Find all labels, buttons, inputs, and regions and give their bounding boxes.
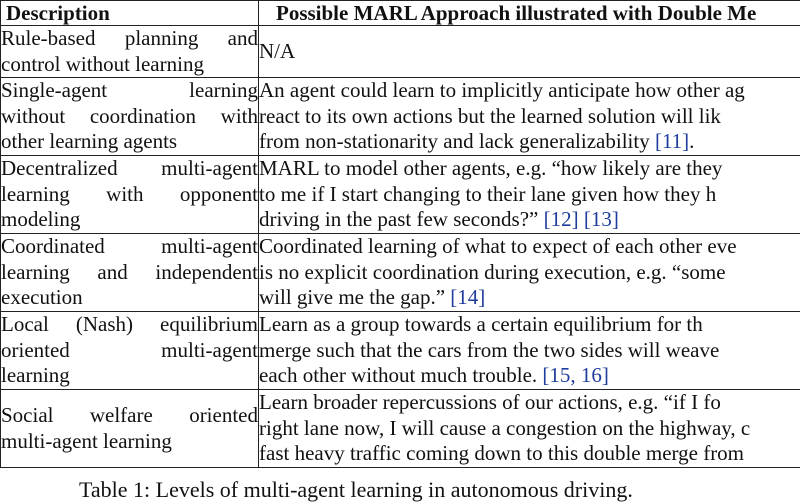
approach-cell	[259, 156, 800, 234]
approach-line	[259, 338, 800, 364]
approach-line-text: will give me the gap.”	[259, 285, 450, 309]
description-line: learning with opponent	[1, 182, 258, 208]
description-line: modeling	[1, 207, 258, 233]
description-cell	[1, 390, 259, 468]
citation-link[interactable]: [14]	[450, 285, 485, 309]
table-header-row	[1, 1, 800, 26]
description-cell	[1, 26, 259, 78]
description-cell	[1, 312, 259, 390]
approach-line-text: merge such that the cars from the two sides will weave	[259, 338, 719, 362]
approach-line	[259, 129, 800, 155]
header-approach: Possible MARL Approach illustrated with Double Me	[259, 1, 800, 26]
approach-line	[259, 156, 800, 182]
table-row	[1, 390, 800, 468]
approach-line-text: Coordinated learning of what to expect of each other eve	[259, 234, 737, 258]
table-row	[1, 312, 800, 390]
description-line: without coordination with	[1, 104, 258, 130]
approach-line	[259, 312, 800, 338]
approach-line	[259, 260, 800, 286]
table-row	[1, 234, 800, 312]
description-line: oriented multi-agent	[1, 338, 258, 364]
approach-line	[259, 39, 800, 65]
citation-link[interactable]: [12] [13]	[544, 207, 619, 231]
approach-line	[259, 234, 800, 260]
approach-line-text: driving in the past few seconds?”	[259, 207, 544, 231]
table-row	[1, 156, 800, 234]
description-line: Social welfare oriented	[1, 403, 258, 429]
description-line: Rule-based planning and	[1, 26, 258, 52]
approach-line-text: from non-stationarity and lack generalizability	[259, 129, 655, 153]
approach-cell	[259, 78, 800, 156]
table-row	[1, 78, 800, 156]
description-line: Decentralized multi-agent	[1, 156, 258, 182]
description-line: Single-agent learning	[1, 78, 258, 104]
approach-line	[259, 441, 800, 467]
approach-line	[259, 207, 800, 233]
approach-line	[259, 416, 800, 442]
approach-cell	[259, 26, 800, 78]
description-line: learning and independent	[1, 260, 258, 286]
citation-link[interactable]: [15, 16]	[542, 363, 609, 387]
approach-line-text: N/A	[259, 39, 295, 63]
description-cell	[1, 234, 259, 312]
description-line: execution	[1, 285, 258, 311]
description-cell	[1, 156, 259, 234]
approach-line	[259, 104, 800, 130]
description-line: learning	[1, 363, 258, 389]
approach-line	[259, 285, 800, 311]
approach-line-text: Learn as a group towards a certain equilibrium for th	[259, 312, 703, 336]
description-line: other learning agents	[1, 129, 258, 155]
description-line: Coordinated multi-agent	[1, 234, 258, 260]
approach-line-text: to me if I start changing to their lane given how they h	[259, 182, 716, 206]
description-cell	[1, 78, 259, 156]
approach-line	[259, 182, 800, 208]
approach-line	[259, 363, 800, 389]
table-row	[1, 26, 800, 78]
approach-line-text: Learn broader repercussions of our actions, e.g. “if I fo	[259, 390, 721, 414]
approach-line	[259, 390, 800, 416]
approach-line-text: react to its own actions but the learned solution will lik	[259, 104, 721, 128]
description-line: control without learning	[1, 52, 258, 78]
approach-cell	[259, 312, 800, 390]
description-line: multi-agent learning	[1, 429, 258, 455]
approach-line-text: right lane now, I will cause a congestion on the highway, c	[259, 416, 750, 440]
header-description: Description	[1, 1, 259, 26]
table-caption: Table 1: Levels of multi-agent learning in autonomous driving.	[0, 476, 800, 504]
approach-line	[259, 78, 800, 104]
approach-line-text: fast heavy traffic coming down to this double merge from	[259, 441, 744, 465]
citation-link[interactable]: [11]	[655, 129, 689, 153]
approach-line-text: is no explicit coordination during execution, e.g. “some	[259, 260, 726, 284]
approach-line-text: MARL to model other agents, e.g. “how likely are they	[259, 156, 722, 180]
approach-cell	[259, 234, 800, 312]
approach-cell	[259, 390, 800, 468]
description-line: Local (Nash) equilibrium	[1, 312, 258, 338]
approach-line-tail: .	[689, 129, 694, 153]
table-body	[1, 26, 800, 468]
approach-line-text: An agent could learn to implicitly anticipate how other ag	[259, 78, 745, 102]
approach-line-text: each other without much trouble.	[259, 363, 542, 387]
